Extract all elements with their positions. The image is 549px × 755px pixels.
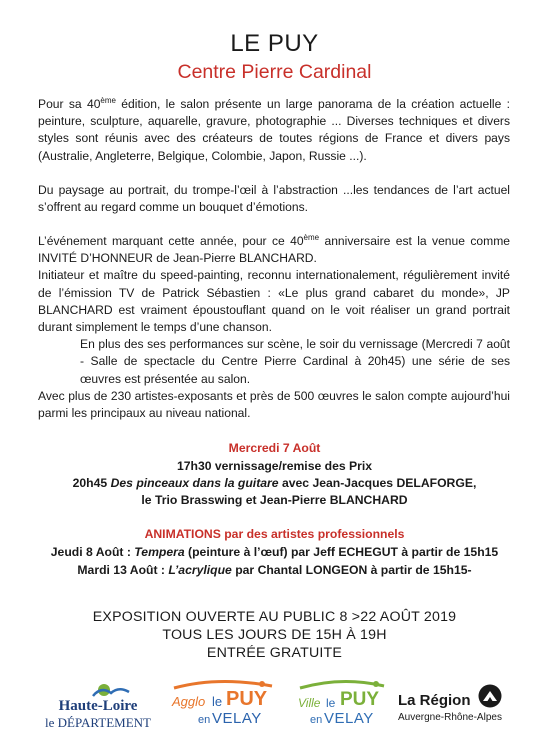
- animations-heading: ANIMATIONS par des artistes professionnels: [144, 527, 405, 541]
- ville-le: le: [326, 696, 336, 710]
- paragraph-artistes: Avec plus de 230 artistes-exposants et près de 500 œuvres le salon compte aujourd’hui parmi les principaux au niveau national.: [38, 388, 510, 421]
- schedule-line-1: 17h30 vernissage/remise des Prix: [176, 459, 373, 473]
- animation-item-2: Mardi 13 Août : L’acrylique par Chantal LONGEON à partir de 15h15-: [77, 563, 472, 577]
- agglo-velay: VELAY: [212, 710, 262, 727]
- region-emblem-icon: [478, 684, 502, 708]
- paragraph-tendances: Du paysage au portrait, du trompe-l’œil à l’abstraction ...les tendances de l’art actuel s’offrent au regard comme un bouquet d’émotions.: [38, 183, 510, 215]
- ville-logo: [296, 674, 388, 736]
- ville-puy: PUY: [340, 689, 380, 710]
- exposition-dates: EXPOSITION OUVERTE AU PUBLIC 8 >22 AOÛT 2019: [92, 609, 457, 625]
- exposition-entry: ENTRÉE GRATUITE: [206, 645, 343, 661]
- schedule-line-2: 20h45 Des pinceaux dans la guitare avec Jean-Jacques DELAFORGE,: [72, 476, 477, 490]
- schedule-line-3: le Trio Brasswing et Jean-Pierre BLANCHARD: [141, 493, 408, 507]
- ville-word: Ville: [298, 696, 321, 710]
- paragraph-vernissage: En plus des ses performances sur scène, le soir du vernissage (Mercredi 7 août - Salle de spectacle du Centre Pierre Cardinal à 20h45) une série de ses œuvres est présentée au salon.: [80, 337, 510, 386]
- haute-loire-name: Haute-Loire: [58, 698, 138, 714]
- region-subtitle: Auvergne-Rhône-Alpes: [398, 712, 502, 723]
- haute-loire-emblem-icon: [91, 682, 131, 698]
- schedule-date: Mercredi 7 Août: [228, 441, 321, 455]
- paragraph-speed-painting: Initiateur et maître du speed-painting, reconnu internationalement, régulièrement invité de l’émission TV de Patrick Sébastien : «Le plus grand cabaret du monde», JP BLANCHARD est vraiment époustouflant quand on le voit réaliser un grand portrait durant simplement le temps d’une chanson.: [38, 268, 510, 335]
- agglo-word: Agglo: [172, 694, 206, 709]
- paragraph-intro: Pour sa 40ème édition, le salon présente un large panorama de la création actuelle : peinture, sculpture, aquarelle, gravure, photographie ... Diverses techniques et divers styles sont réunis avec des créateurs de toutes régions de France et divers pays (Australie, Angleterre, Belgique, Colombie, Japon, Russie ...).: [38, 95, 510, 163]
- ville-en: en: [310, 714, 323, 726]
- agglo-en: en: [198, 714, 211, 726]
- agglo-logo: [168, 674, 276, 736]
- region-name: La Région: [398, 692, 471, 709]
- ville-velay: VELAY: [324, 710, 374, 727]
- animation-item-1: Jeudi 8 Août : Tempera (peinture à l’œuf) par Jeff ECHEGUT à partir de 15h15: [50, 545, 499, 559]
- region-logo: [398, 684, 516, 732]
- paragraph-invite: L’événement marquant cette année, pour ce 40ème anniversaire est la venue comme INVITÉ D’HONNEUR de Jean-Pierre BLANCHARD. Initiateur et maître du speed-painting, reconnu internationalement, régulièrement invité de l’émission TV de Patrick Sébastien : «Le plus grand cabaret du monde», JP BLANCHARD est vraiment époustouflant quand on le voit réaliser un grand portrait durant simplement le temps d’une chanson. En plus des ses performances sur scène, le soir du vernissage (Mercredi 7 août - Salle de spectacle du Centre Pierre Cardinal à 20h45) une série de ses œuvres est présentée au salon. Avec plus de 230 artistes-exposants et près de 500 œuvres le salon compte aujourd’hui parmi les principaux au niveau national.: [38, 233, 510, 422]
- agglo-le: le: [212, 694, 223, 709]
- exposition-hours: TOUS LES JOURS DE 15H À 19H: [162, 627, 387, 643]
- page-subtitle: Centre Pierre Cardinal: [177, 61, 372, 83]
- page-title: LE PUY: [230, 30, 319, 57]
- haute-loire-departement: le DÉPARTEMENT: [45, 715, 151, 730]
- haute-loire-logo: [36, 682, 160, 732]
- agglo-puy: PUY: [226, 688, 268, 710]
